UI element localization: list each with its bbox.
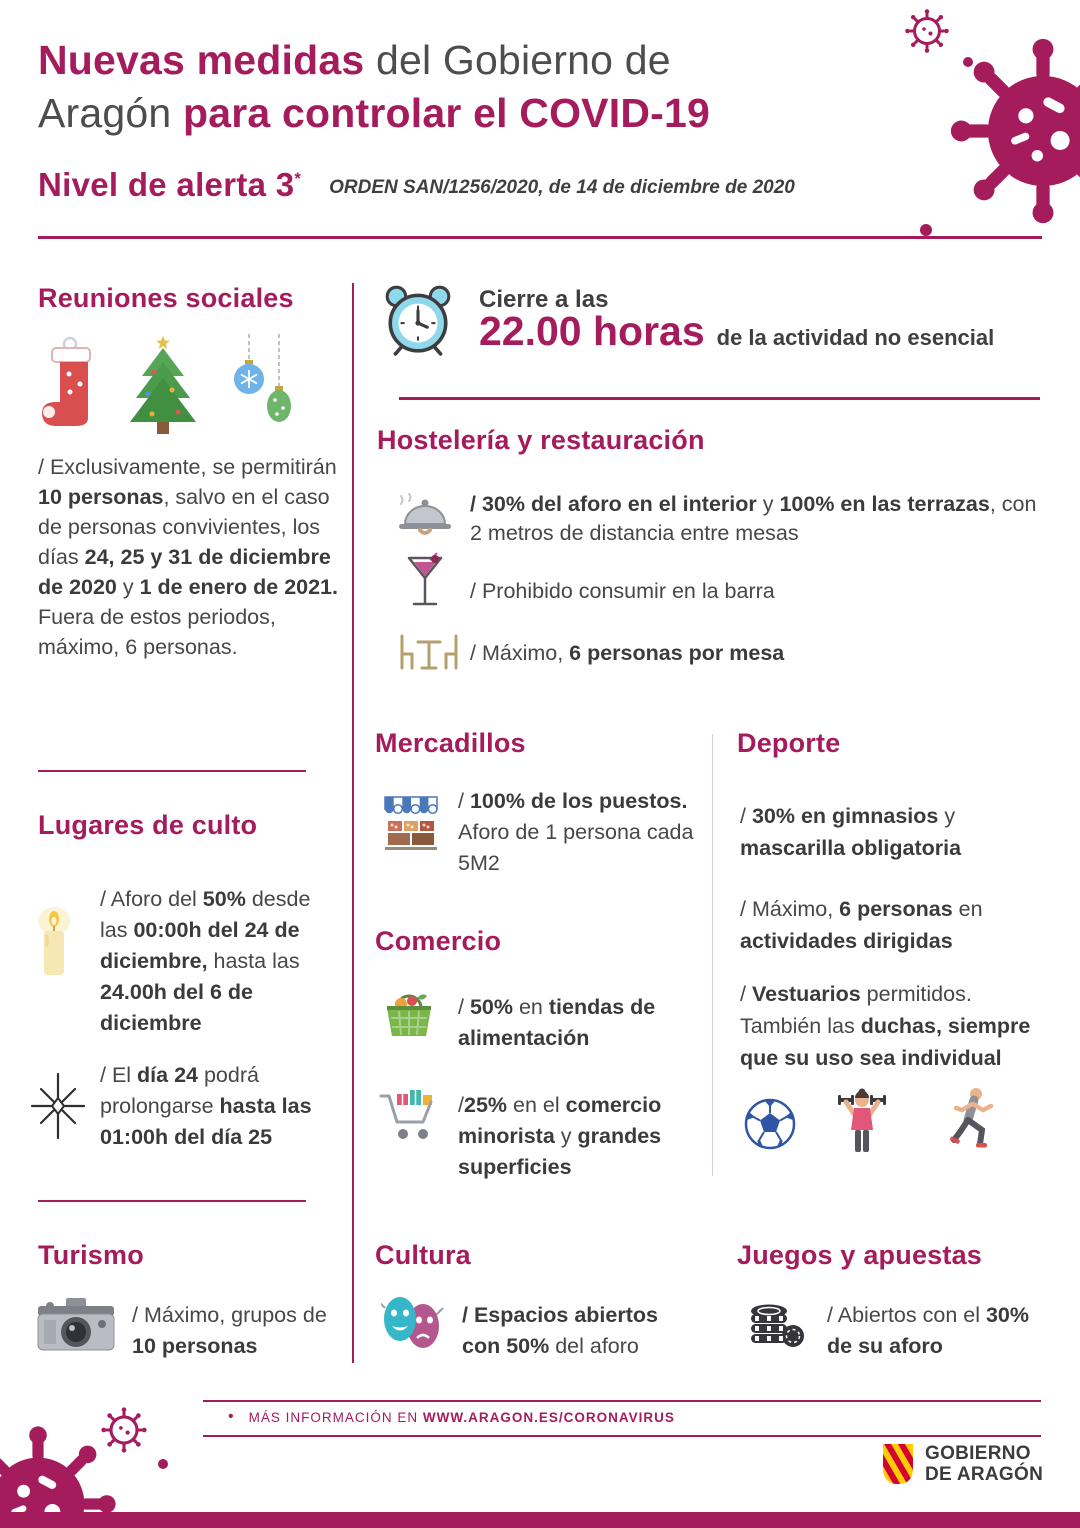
logo-line-1: GOBIERNO xyxy=(925,1443,1031,1464)
column-divider xyxy=(712,734,713,1176)
footer-divider-bottom xyxy=(203,1435,1041,1437)
alert-level: Nivel de alerta 3* xyxy=(38,166,302,203)
juegos-item-1: / Abiertos con el 30% de su aforo xyxy=(827,1303,1029,1358)
bottom-bar xyxy=(0,1512,1080,1528)
section-title-reuniones: Reuniones sociales xyxy=(38,283,294,313)
aragon-shield-icon xyxy=(880,1442,916,1486)
alert-level-row xyxy=(38,166,795,204)
closure-main xyxy=(479,308,994,355)
section-title-juegos: Juegos y apuestas xyxy=(737,1240,983,1270)
stocking-icon xyxy=(42,338,90,426)
divider xyxy=(399,397,1040,400)
deporte-item-2: / Máximo, 6 personas en actividades dirigidas xyxy=(740,897,983,953)
title-rest-1: del Gobierno de xyxy=(364,37,671,83)
logo-text xyxy=(925,1443,1043,1485)
grocery-basket-icon xyxy=(381,986,437,1040)
bullet: • xyxy=(228,1408,235,1425)
page-title xyxy=(38,34,710,140)
closure-intro: Cierre a las xyxy=(479,286,609,313)
footer-info xyxy=(228,1408,675,1426)
mercadillos-item-1: / 100% de los puestos. Aforo de 1 persona cada 5M2 xyxy=(458,789,694,875)
hosteleria-item-3: / Máximo, 6 personas por mesa xyxy=(470,641,785,665)
turismo-item-1: / Máximo, grupos de 10 personas xyxy=(132,1303,327,1358)
christmas-icons xyxy=(36,334,296,438)
comercio-item-2: /25% en el comercio minorista y grandes superficies xyxy=(458,1093,662,1179)
christmas-tree-icon xyxy=(130,336,196,434)
comercio-item-1: / 50% en tiendas de alimentación xyxy=(458,995,656,1050)
hosteleria-item-2: / Prohibido consumir en la barra xyxy=(470,579,775,603)
soccer-ball-icon xyxy=(744,1098,796,1150)
divider xyxy=(38,770,306,772)
market-stall-icon xyxy=(383,795,439,851)
order-reference: ORDEN SAN/1256/2020, de 14 de diciembre de 2020 xyxy=(329,177,795,198)
vertical-divider xyxy=(352,283,354,1363)
section-title-hosteleria: Hostelería y restauración xyxy=(377,425,705,455)
alert-asterisk: * xyxy=(294,170,302,188)
hosteleria-item-1: / 30% del aforo en el interior y 100% en las terrazas, con 2 metros de distancia entre mesas xyxy=(470,492,1037,545)
candle-icon xyxy=(28,905,80,981)
table-chairs-icon xyxy=(396,630,462,674)
reuniones-text: / Exclusivamente, se permitirán 10 personas, salvo en el caso de personas convivientes, los días 24, 25 y 31 de diciembre de 2020 y 1 de enero de 2021. Fuera de estos periodos, máximo, 6 personas. xyxy=(38,455,338,659)
cloche-icon xyxy=(396,492,454,538)
gym-icon xyxy=(836,1086,888,1156)
virus-decoration-top-right xyxy=(896,4,1080,260)
section-title-mercadillos: Mercadillos xyxy=(375,728,526,758)
camera-icon xyxy=(36,1294,116,1352)
footer-info-text: MÁS INFORMACIÓN EN WWW.ARAGON.ES/CORONAVIRUS xyxy=(248,1409,675,1425)
title-accent-2: para controlar el COVID-19 xyxy=(183,90,710,136)
shopping-cart-icon xyxy=(379,1088,439,1144)
runner-icon xyxy=(948,1086,996,1156)
section-title-comercio: Comercio xyxy=(375,926,502,956)
virus-decoration-bottom-left xyxy=(0,1404,188,1526)
cultura-item-1: / Espacios abiertos con 50% del aforo xyxy=(462,1303,658,1358)
footer-divider-top xyxy=(203,1400,1041,1402)
gobierno-aragon-logo xyxy=(880,1442,1043,1486)
culto-item-2: / El día 24 podrá prolongarse hasta las 01:00h del día 25 xyxy=(100,1063,312,1149)
section-title-deporte: Deporte xyxy=(737,728,841,758)
culto-item-1: / Aforo del 50% desde las 00:00h del 24 de diciembre, hasta las 24.00h del 6 de diciembre xyxy=(100,887,311,1035)
alarm-clock-icon xyxy=(380,280,456,358)
star-icon xyxy=(26,1072,90,1140)
deporte-item-3: / Vestuarios permitidos. También las duchas, siempre que su uso sea individual xyxy=(740,982,1031,1070)
title-plain-2: Aragón xyxy=(38,90,184,136)
closure-time: 22.00 horas xyxy=(479,308,705,354)
section-title-cultura: Cultura xyxy=(375,1240,471,1270)
ornaments-icon xyxy=(234,334,291,422)
theater-masks-icon xyxy=(381,1294,445,1352)
section-title-culto: Lugares de culto xyxy=(38,810,258,840)
deporte-item-1: / 30% en gimnasios y mascarilla obligatoria xyxy=(740,804,962,860)
title-accent-1: Nuevas medidas xyxy=(38,37,365,83)
closure-scope: de la actividad no esencial xyxy=(716,325,995,350)
divider xyxy=(38,1200,306,1202)
section-title-turismo: Turismo xyxy=(38,1240,144,1270)
header-divider xyxy=(38,236,1042,239)
logo-line-2: DE ARAGÓN xyxy=(925,1464,1044,1485)
poker-chips-icon xyxy=(747,1294,805,1350)
cocktail-icon xyxy=(406,552,444,614)
